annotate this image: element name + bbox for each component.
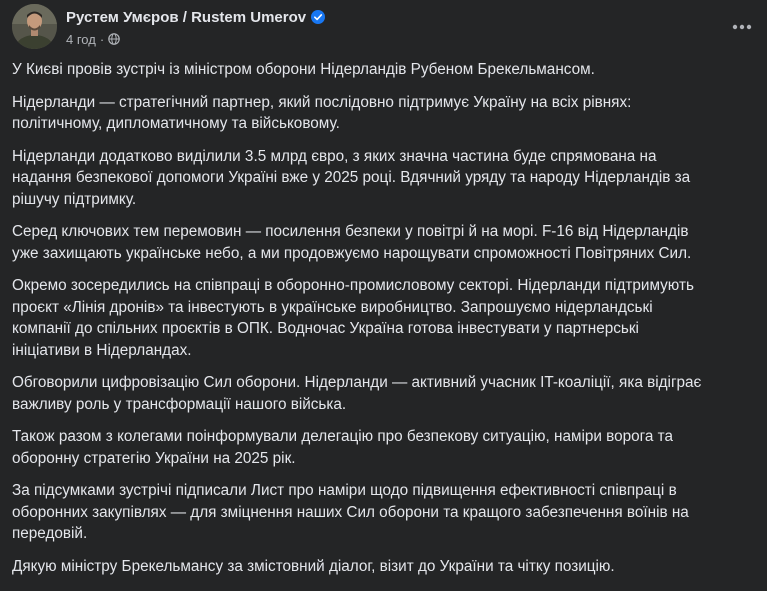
meta-separator: · (99, 31, 105, 47)
paragraph-line: Нідерланди — стратегічний партнер, який послідовно підтримує Україну на всіх рівнях: (12, 93, 632, 111)
paragraph-line: надання безпекової допомоги Україні вже у 2025 році. Вдячний уряду та народу Нідерландів за (12, 169, 691, 186)
paragraph-line: За підсумками зустрічі підписали Лист про наміри щодо підвищення ефективності співпраці в (12, 482, 677, 499)
post-paragraph (12, 372, 767, 415)
paragraph-line: рішучу підтримку. (12, 190, 137, 208)
post-paragraph (12, 426, 767, 469)
post-body (12, 59, 767, 588)
author-row (66, 6, 325, 28)
paragraph-line: компанії до спільних проєктів в ОПК. Водночас Україна готова інвестувати у партнерські (12, 320, 639, 337)
author-name[interactable]: Рустем Умєров / Rustem Umerov (66, 8, 307, 26)
post-paragraph (12, 59, 767, 81)
post-paragraph (12, 480, 767, 545)
paragraph-line: оборонну стратегію України на 2025 рік. (12, 449, 296, 467)
paragraph-line: Дякую міністру Брекельмансу за змістовний діалог, візит до України та чітку позицію. (12, 557, 615, 575)
post-meta (66, 30, 120, 48)
verified-badge-icon (311, 10, 325, 24)
paragraph-line: Обговорили цифровізацію Сил оборони. Нідерланди — активний учасник IT-коаліції, яка відіграє (12, 374, 702, 391)
paragraph-line: Нідерланди додатково виділили 3.5 млрд євро, з яких значна частина буде спрямована на (12, 147, 657, 165)
paragraph-line: ініціативи в Нідерландах. (12, 341, 192, 359)
author-avatar[interactable] (12, 4, 57, 49)
paragraph-line: Серед ключових тем перемовин — посилення безпеки у повітрі й на морі. F-16 від Нідерландів (12, 223, 689, 240)
paragraph-line: У Києві провів зустріч із міністром оборони Нідерландів Рубеном Брекельмансом. (12, 61, 595, 78)
post-paragraph (12, 221, 767, 264)
post-paragraph (12, 275, 767, 361)
paragraph-line: Окремо зосередились на співпраці в оборонно-промисловому секторі. Нідерланди підтримують (12, 277, 694, 294)
paragraph-line: уже захищають українське небо, а ми продовжуємо нарощувати спроможності Повітряних Сил. (12, 244, 692, 262)
paragraph-line: Також разом з колегами поінформували делегацію про безпекову ситуацію, наміри ворога та (12, 428, 673, 445)
more-horizontal-icon (732, 24, 752, 30)
more-options-button[interactable] (729, 14, 755, 40)
post-paragraph (12, 92, 767, 135)
paragraph-line: передовій. (12, 525, 88, 542)
post-paragraph (12, 556, 767, 578)
paragraph-line: оборонних закупівлях — для зміцнення наших Сил оборони та кращого забезпечення воїнів на (12, 503, 689, 521)
post-header (12, 4, 767, 54)
paragraph-line: проєкт «Лінія дронів» та інвестують в українське виробництво. Запрошуємо нідерландські (12, 298, 653, 316)
post-timestamp[interactable]: 4 год (66, 31, 96, 47)
post-paragraph (12, 146, 767, 211)
globe-icon[interactable] (108, 33, 120, 45)
paragraph-line: важливу роль у трансформації нашого війська. (12, 395, 347, 413)
avatar-photo (12, 4, 57, 49)
paragraph-line: політичному, дипломатичному та військовому. (12, 115, 340, 132)
